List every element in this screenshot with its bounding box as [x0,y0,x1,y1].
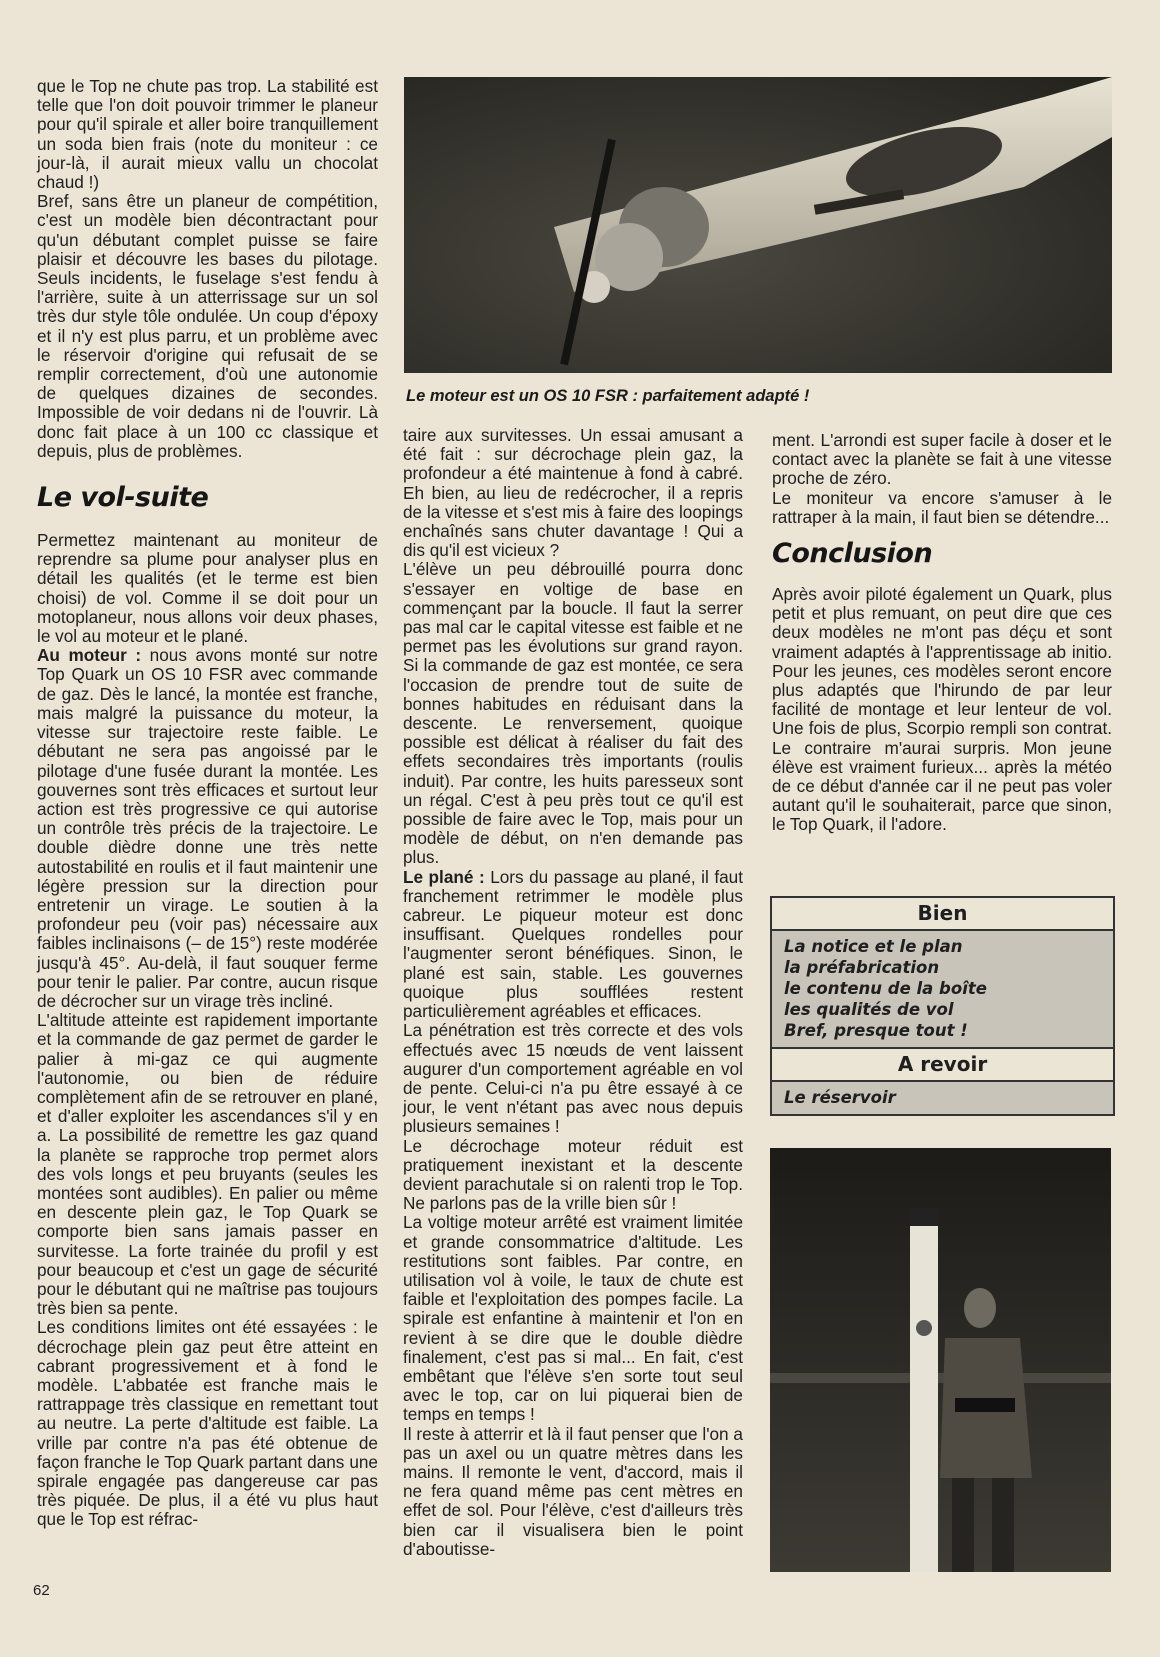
verdict-item: Le réservoir [784,1088,896,1107]
verdict-item: les qualités de vol [784,1000,954,1019]
page-number: 62 [33,1582,50,1599]
paragraph [403,868,743,1022]
paragraph [37,646,378,1011]
paragraph: La pénétration est très correcte et des vols effectués avec 15 nœuds de vent laissent augurer d'un comportement agréable en vol de pente. Celui-ci n'a pu être essayé à ce jour, le vent n'étant pas avec nous depuis plusieurs semaines ! [403,1020,743,1137]
paragraph: Permettez maintenant au moniteur de reprendre sa plume pour analyser plus en détail les qualités (et le terme est bien choisi) de vol. Comme il se doit pour un motoplaneur, nous allons voir deux phases, le vol au moteur et le plané. [37,530,378,647]
paragraph: Après avoir piloté également un Quark, plus petit et plus remuant, on peut dire que ces deux modèles ne m'ont pas déçu et sont vraiment adaptés à l'apprentissage ab initio. Pour les jeunes, ces modèles seront encore plus adaptés que l'hirundo de par leur facilité de montage et leur lenteur de vol. Une fois de plus, Scorpio rempli son contrat. Le contraire m'aurai surpris. Mon jeune élève est vraiment furieux... après la météo de ce début d'année car il ne peut pas voler autant qu'il le souhaiterait, parce que sinon, le Top Quark, il l'adore. [772,584,1112,835]
article-column-1 [37,77,378,1530]
engine-photo-image [404,77,1112,373]
verdict-item: le contenu de la boîte [784,979,987,998]
verdict-good-list [772,931,1113,1047]
section-heading-vol-suite: Le vol-suite [37,482,209,514]
section-heading-conclusion: Conclusion [772,538,933,570]
verdict-box-bad [770,1047,1115,1116]
verdict-box-good [770,896,1115,1049]
engine-photo [404,77,1112,373]
photo-caption: Le moteur est un OS 10 FSR : parfaitement adapté ! [406,387,810,405]
verdict-bad-title: A revoir [772,1049,1113,1082]
article-column-3 [772,431,1112,835]
paragraph-text: nous avons monté sur notre Top Quark un OS 10 FSR avec commande de gaz. Dès le lancé, la montée est franche, mais malgré la puissance du moteur, la vitesse sur trajectoire reste faible. Le débutant ne sera pas angoissé par le pilotage d'une fusée durant la montée. Les gouvernes sont très efficaces et surtout leur action est très progressive ce qui autorise un contrôle très précis de la trajectoire. Le double dièdre donne une très nette autostabilité en roulis et il faut maintenir une légère pression sur la direction pour entretenir un virage. Le soutien à la profondeur peu (voir pas) nécessaire aux faibles inclinaisons (– de 15°) reste modérée jusqu'à 45°. Au-delà, il faut souquer ferme pour tenir le palier. Par contre, aucun risque de décrocher sur un virage très incliné. [37,645,378,1011]
verdict-item: Bref, presque tout ! [784,1021,968,1040]
paragraph: taire aux survitesses. Un essai amusant a été fait : sur décrochage plein gaz, la profondeur a été maintenue à fond à cabré. Eh bien, au lieu de redécrocher, il a repris de la vitesse et s'est mis à faire des loopings enchaînés sans chuter davantage ! Qui a dis qu'il est vicieux ? [403,425,743,561]
verdict-good-title: Bien [772,898,1113,931]
run-in-heading: Le plané : [403,866,485,887]
paragraph: La voltige moteur arrêté est vraiment limitée et grande consommatrice d'altitude. Les restitutions sont faibles. Par contre, en utilisation vol à voile, le taux de chute est faible et l'exploitation des pompes facile. La spirale est enfantine à maintenir et l'on en revient à se dire que le double dièdre finalement, c'est pas si mal... En fait, c'est embêtant que l'élève s'en sorte tout seul avec le top, car on lui piquerai bien de temps en temps ! [403,1212,743,1425]
verdict-bad-list [772,1082,1113,1114]
pilot-photo-image [770,1148,1111,1572]
paragraph: L'élève un peu débrouillé pourra donc s'essayer en voltige de base en commençant par la boucle. Il faut la serrer pas mal car le capital vitesse est faible et ne permet pas les évolutions sur grand rayon. Si la commande de gaz est montée, ce sera l'occasion de prendre tout de suite de bonnes habitudes en réduisant dans la descente. Le renversement, quoique possible est délicat à réaliser du fait des effets secondaires très importants (roulis induit). Par contre, les huits paresseux sont un régal. C'est à peu près tout ce qu'il est possible de faire avec le Top, mais pour un modèle de début, on n'en demande pas plus. [403,559,743,868]
paragraph-text: Lors du passage au plané, il faut franchement retrimmer le modèle plus cabreur. Le piqueur moteur est donc insuffisant. Quelques rondelles pour l'augmenter seront bénéfiques. Sinon, le plané est sain, stable. Les gouvernes quoique plus soufflées restent particulièrement agréables et efficaces. [403,866,743,1022]
paragraph: Le moniteur va encore s'amuser à le rattraper à la main, il faut bien se détendre... [772,487,1112,527]
verdict-item: La notice et le plan [784,937,963,956]
paragraph: Bref, sans être un planeur de compétition, c'est un modèle bien décontractant pour qu'un débutant complet puisse se faire plaisir et découvre les bases du pilotage. Seuls incidents, le fuselage s'est fendu à l'arrière, suite à un atterrissage sur un sol très dur style tôle ondulée. Un coup d'époxy et il n'y est plus parru, et un problème avec le réservoir d'origine qui refusait de se remplir correctement, d'où une autonomie de quelques dizaines de secondes. Impossible de voir dedans ni de l'ouvrir. Là donc fait place à un 100 cc classique et depuis, plus de problèmes. [37,191,378,461]
article-column-2 [403,426,743,1559]
run-in-heading: Au moteur : [37,645,142,666]
paragraph: Le décrochage moteur réduit est pratiquement inexistant et la descente devient parachutale si on ralenti trop le Top. Ne parlons pas de la vrille bien sûr ! [403,1135,743,1214]
paragraph: L'altitude atteinte est rapidement importante et la commande de gaz permet de garder le palier à mi-gaz ce qui augmente l'autonomie, ou bien de réduire complètement afin de se retrouver en plané, et d'aller exploiter les ascendances s'il y en a. La possibilité de remettre les gaz quand la planète se rapproche trop permet alors des vols longs et peu bruyants (seules les montées sont audibles). En palier ou même en descente plein gaz, le Top Quark se comporte bien sans jamais passer en survitesse. La forte trainée du profil y est pour beaucoup et c'est un gage de sécurité pour le débutant qui ne maîtrise pas toujours très bien sa pente. [37,1010,378,1319]
paragraph: Il reste à atterrir et là il faut penser que l'on a pas un axel ou un quatre mètres dans les mains. Il remonte le vent, d'accord, mais il ne fera quand même pas cent mètres en effet de sol. Pour l'élève, c'est d'ailleurs très bien car il visualisera bien le point d'aboutisse- [403,1423,743,1559]
paragraph: ment. L'arrondi est super facile à doser et le contact avec la planète se fait à une vitesse proche de zéro. [772,430,1112,489]
paragraph: Les conditions limites ont été essayées : le décrochage plein gaz peut être atteint en cabrant progressivement et à fond le modèle. L'abbatée est franche mais le rattrappage très classique en remettant tout au neutre. La perte d'altitude est faible. La vrille par contre n'a pas été obtenue de façon franche le Top Quark partant dans une spirale engagée pas dangereuse car pas très piquée. De plus, il a été vu plus haut que le Top est réfrac- [37,1317,378,1530]
verdict-item: la préfabrication [784,958,940,977]
paragraph: que le Top ne chute pas trop. La stabilité est telle que l'on doit pouvoir trimmer le planeur pour qu'il spirale et aller boire tranquillement un soda bien frais (note du moniteur : ce jour-là, il aurait mieux vallu un chocolat chaud !) [37,76,378,193]
pilot-photo [770,1148,1111,1572]
